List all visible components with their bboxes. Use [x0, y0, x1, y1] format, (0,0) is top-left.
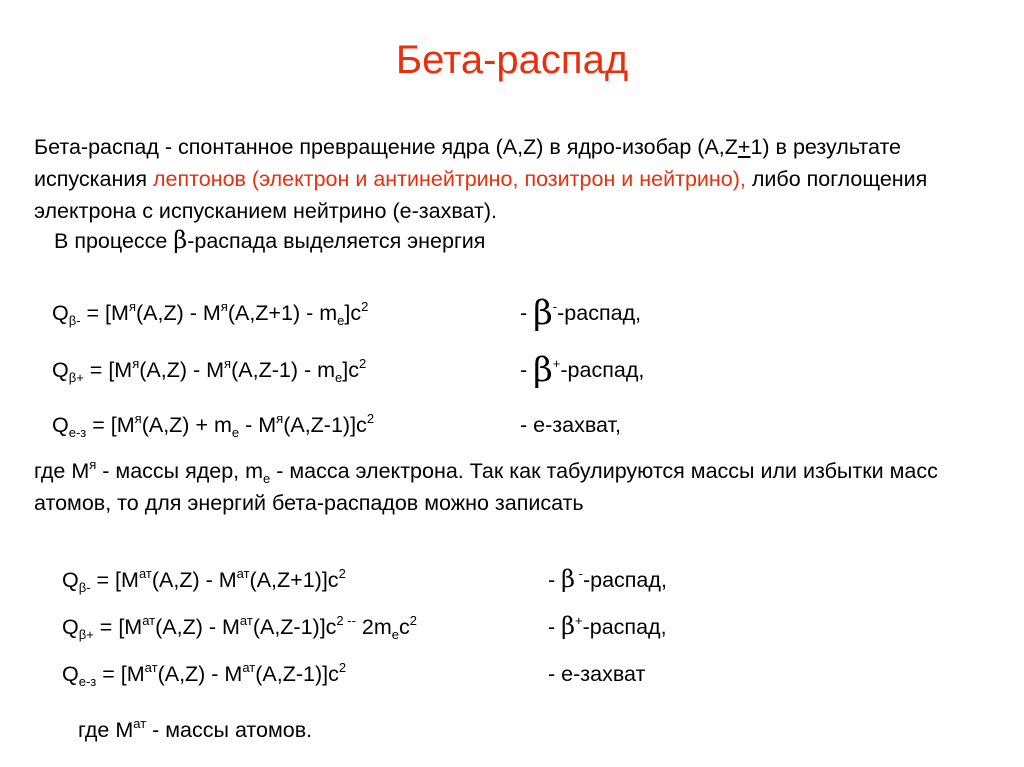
desc-nuclear-beta-minus: [520, 293, 642, 333]
formula-exp: 2: [338, 566, 346, 581]
desc-text: -распад,: [582, 568, 667, 592]
q-subscript: β+: [68, 370, 84, 385]
formula-nuclear-beta-plus: [52, 358, 366, 383]
formula-sup: я: [220, 299, 228, 314]
intro-paragraph: [34, 131, 994, 227]
q-symbol: Q: [52, 301, 69, 325]
formula-part: (A,Z-1)]c: [283, 413, 367, 437]
formula-exp: 2 --: [336, 613, 356, 628]
formula-part: = [M: [86, 413, 135, 437]
formula-part: 2m: [355, 615, 392, 639]
desc-atomic-beta-minus: [548, 565, 667, 593]
energy-line: [54, 226, 486, 254]
desc-dash: -: [548, 568, 562, 592]
beta-sign: -: [575, 566, 583, 581]
formula-sup: ат: [242, 660, 256, 675]
formula-sup: я: [128, 299, 136, 314]
formula-sub: e: [231, 425, 240, 440]
formula-sup: я: [134, 411, 142, 426]
formula-sub: e: [337, 313, 345, 328]
desc-atomic-e-capture: - е-захват: [548, 662, 646, 686]
q-subscript: β+: [78, 627, 94, 642]
formula-atomic-beta-minus: [62, 568, 346, 593]
formula-sup: я: [132, 356, 140, 371]
formula-exp: 2: [361, 299, 369, 314]
beta-symbol: β: [533, 350, 553, 390]
formula-exp: 2: [338, 660, 347, 675]
formula-part: = [M: [83, 358, 133, 382]
footer-sup: ат: [133, 716, 147, 731]
formula-sup: ат: [142, 613, 156, 628]
formula-part: - M: [239, 413, 277, 437]
q-symbol: Q: [52, 358, 69, 382]
formula-part: (A,Z) - M: [157, 662, 243, 686]
footer-text: где M: [78, 718, 134, 742]
intro-text-2: 1) в результате испускания: [34, 135, 902, 191]
q-symbol: Q: [62, 615, 79, 639]
formula-part: (A,Z-1) - m: [231, 358, 335, 382]
desc-text: -распад,: [560, 358, 645, 382]
beta-sign: -: [552, 299, 558, 314]
formula-sup: ат: [236, 566, 250, 581]
middle-paragraph: [34, 455, 994, 519]
formula-part: ]c: [344, 301, 362, 325]
formula-sub: e: [335, 370, 343, 385]
formula-part: (A,Z-1)]c: [255, 662, 339, 686]
formula-sup: ат: [239, 613, 253, 628]
desc-text: -распад,: [582, 615, 667, 639]
middle-sup: я: [89, 457, 97, 472]
middle-text: где M: [34, 459, 90, 483]
desc-text: -распад,: [557, 301, 642, 325]
footer-note: [78, 718, 312, 743]
formula-part: ]c: [342, 358, 359, 382]
formula-sup: ат: [144, 660, 158, 675]
formula-atomic-beta-plus: [62, 615, 417, 640]
formula-part: = [M: [90, 568, 139, 592]
formula-part: (A,Z) + m: [141, 413, 232, 437]
formula-exp: 2: [358, 356, 367, 371]
formula-part: (A,Z+1) - m: [227, 301, 338, 325]
q-symbol: Q: [52, 413, 69, 437]
beta-sign: +: [552, 356, 561, 371]
desc-dash: -: [520, 301, 534, 325]
desc-nuclear-beta-plus: [520, 350, 645, 390]
formula-sup: я: [224, 356, 232, 371]
formula-part: = [M: [96, 662, 145, 686]
formula-part: (A,Z) - M: [139, 358, 225, 382]
formula-part: (A,Z) - M: [151, 568, 237, 592]
formula-part: (A,Z) - M: [155, 615, 240, 639]
desc-nuclear-e-capture: - е-захват,: [520, 413, 621, 437]
formula-part: = [M: [93, 615, 143, 639]
intro-text-3: либо поглощения электрона с испусканием нейтрино (е-захват).: [34, 167, 928, 223]
beta-symbol: β: [561, 565, 576, 593]
formula-nuclear-e-capture: [52, 413, 374, 438]
intro-text-1: Бета-распад - спонтанное превращение ядра (A,Z) в ядро-изобар (A,Z: [34, 135, 738, 159]
energy-line-pre: В процессе: [54, 229, 174, 253]
formula-part: = [M: [80, 301, 129, 325]
q-symbol: Q: [62, 568, 79, 592]
middle-sub: e: [263, 471, 271, 486]
formula-sub: e: [391, 627, 399, 642]
beta-symbol: β: [173, 226, 188, 254]
middle-text: - массы ядер, m: [96, 459, 264, 483]
q-subscript: е-з: [78, 674, 97, 689]
formula-nuclear-beta-minus: [52, 301, 368, 326]
formula-sup: я: [276, 411, 284, 426]
energy-line-post: -распада выделяется энергия: [187, 229, 486, 253]
q-symbol: Q: [62, 662, 79, 686]
formula-part: (A,Z-1)]c: [252, 615, 337, 639]
formula-part: (A,Z) - M: [135, 301, 221, 325]
desc-atomic-beta-plus: [548, 612, 667, 640]
desc-dash: -: [548, 615, 562, 639]
formula-atomic-e-capture: [62, 662, 346, 687]
formula-part: c: [399, 615, 410, 639]
beta-symbol: β: [561, 612, 576, 640]
q-subscript: β-: [68, 313, 81, 328]
formula-exp: 2: [366, 411, 375, 426]
middle-text: - масса электрона. Так как табулируются массы или избытки масс атомов, то для энергий бета-распадов можно записать: [34, 459, 938, 515]
beta-sign: +: [575, 613, 583, 628]
beta-symbol: β: [533, 293, 553, 333]
leptons-highlight: лептонов (электрон и антинейтрино, позитрон и нейтрино),: [153, 167, 746, 191]
formula-exp: 2: [409, 613, 417, 628]
formula-sup: ат: [138, 566, 152, 581]
plus-minus-sign: +: [737, 135, 751, 159]
footer-text: - массы атомов.: [146, 718, 313, 742]
q-subscript: е-з: [68, 425, 87, 440]
desc-dash: -: [520, 358, 534, 382]
slide-title: Бета-распад: [395, 38, 629, 82]
formula-part: (A,Z+1)]c: [249, 568, 339, 592]
q-subscript: β-: [78, 580, 91, 595]
